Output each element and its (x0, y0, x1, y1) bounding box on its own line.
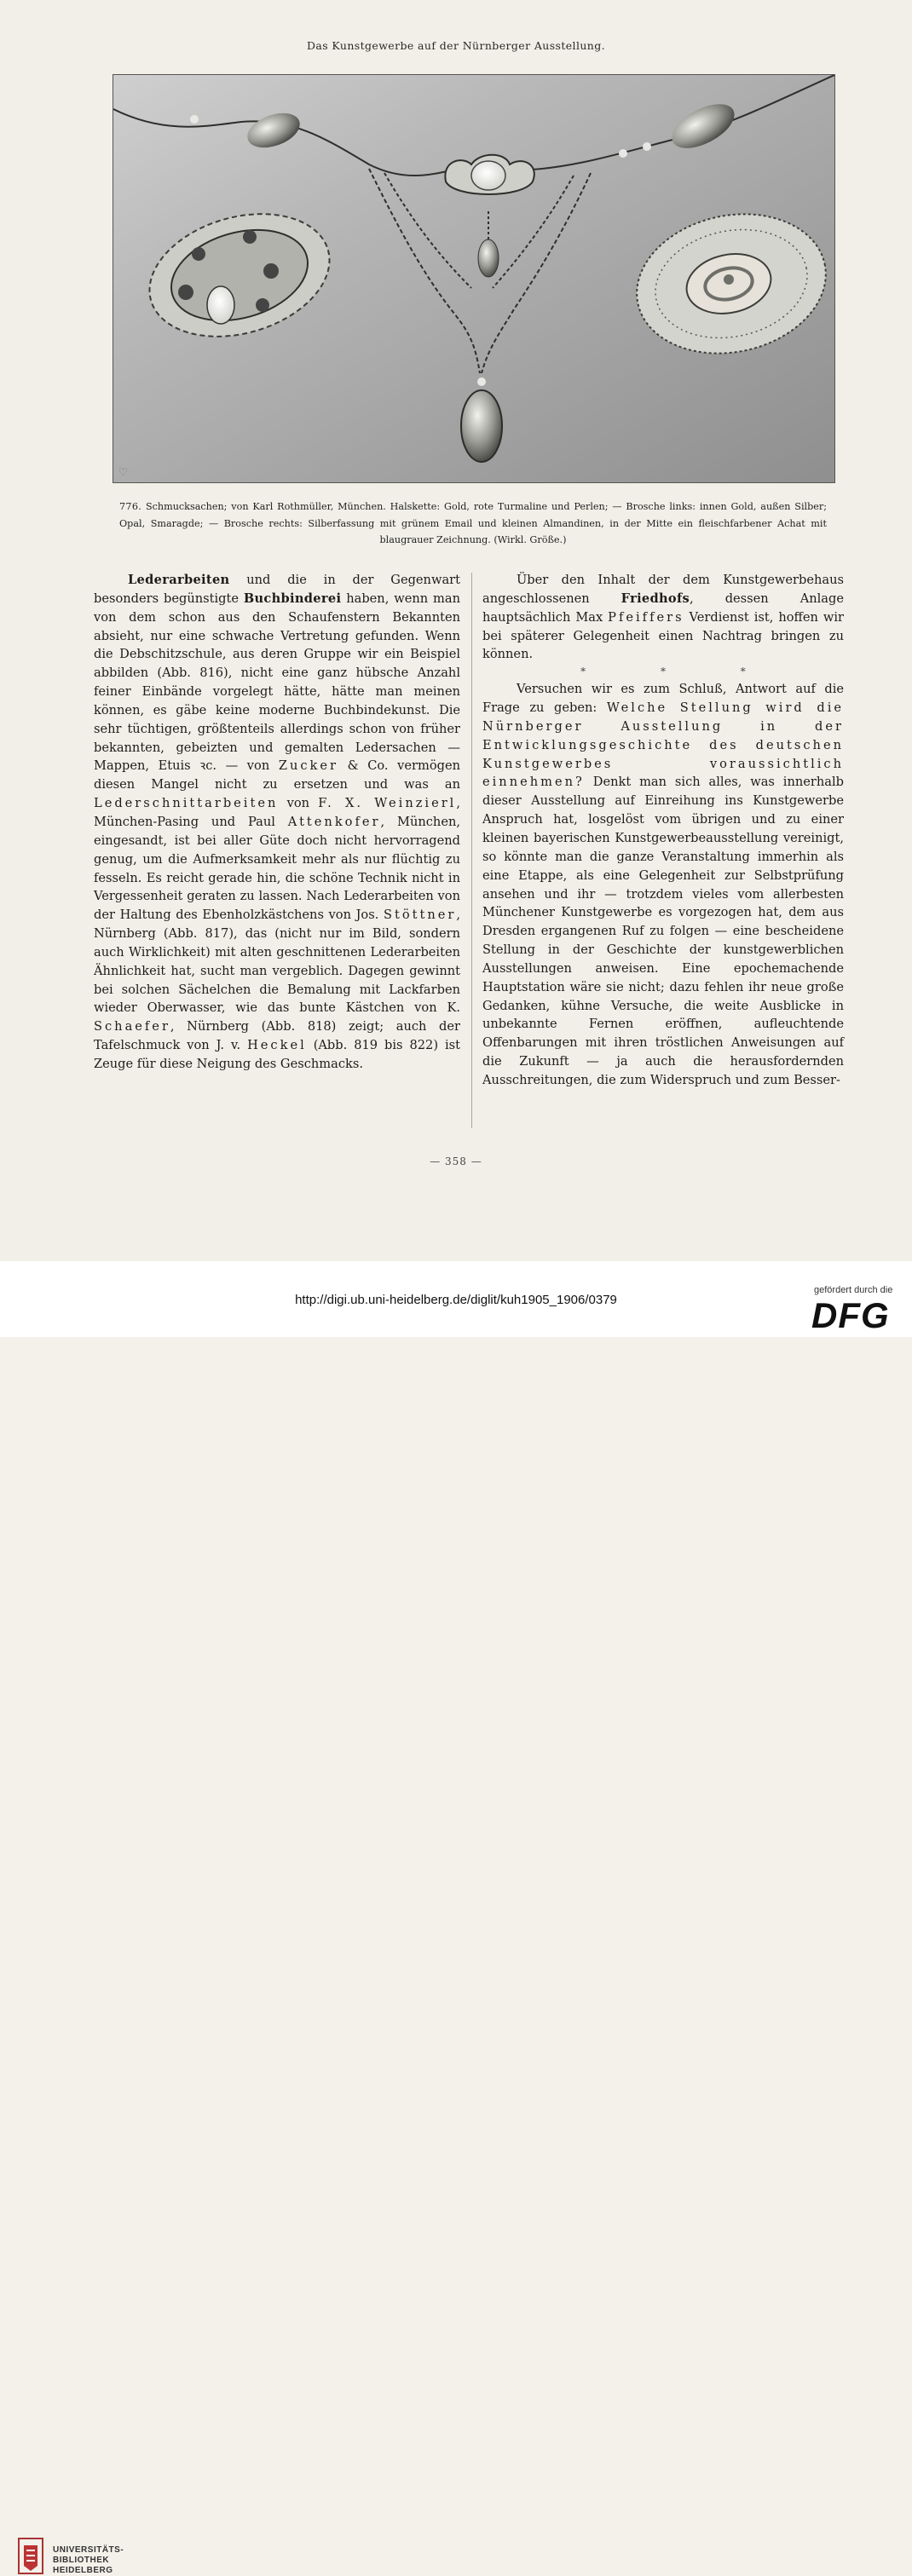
pearl (190, 115, 199, 124)
right-column (482, 571, 844, 1090)
library-name: UNIVERSITÄTS- BIBLIOTHEK HEIDELBERG (53, 2545, 124, 2575)
brooch-left (135, 194, 343, 356)
pearl (619, 149, 627, 158)
funding-note: gefördert durch die (814, 1285, 893, 1295)
left-column (94, 571, 460, 1074)
page-number: — 358 — (430, 1155, 482, 1167)
pendant-drop (461, 390, 502, 462)
jewelry-illustration (113, 75, 834, 482)
brooch-right (624, 197, 834, 370)
jewelry-photograph (113, 74, 835, 483)
tourmaline-bead-right (665, 95, 741, 158)
paragraph-friedhof: Über den Inhalt der dem Kunstgewerbehaus angeschlossenen Friedhofs, dessen Anlage hauptsächlich Max Pfeiffers Verdienst ist, hoffen wir bei späterer Gelegenheit einen Nachtrag bringen zu können. (482, 573, 844, 662)
university-seal-icon (17, 2537, 44, 2575)
tourmaline-bead-left (243, 107, 304, 154)
paragraph-conclusion: Versuchen wir es zum Schluß, Antwort auf die Frage zu geben: Welche Stellung wird die Nürnberger Ausstellung in der Entwicklungsgeschichte des deutschen Kunstgewerbes voraussichtlich einnehmen? Denkt man sich alles, was innerhalb dieser Ausstellung auf Einreihung ins Kunstgewerbe Anspruch hat, losgelöst vom übrigen und zu einer kleinen bayerischen Kunstgewerbeausstellung vereinigt, so könnte man die ganze Veranstaltung immerhin als eine Etappe, als eine Gelegenheit zur Selbstprüfung ansehen und ihr — trotzdem vieles vom allerbesten Münchener Kunstgewerbe es vorgezogen hat, dem aus Dresden ergangenen Ruf zu folgen — eine bescheidene Stellung in der Geschichte der kunstgewerblichen Ausstellungen anweisen. Eine epochemachende Hauptstation wäre sie nicht; dazu fehlen ihr neue große Gedanken, kühne Versuche, die weite Ausblicke in unbekannte Fernen eröffnen, aufleuchtende Offenbarungen mit ihren tröstlichen Anweisungen auf die Zukunft — ja auch die herausfordernden Ausschreitungen, die zum Widerspruch und zum Besser- (482, 682, 844, 1087)
section-break-asterisks: * * * (580, 666, 782, 678)
figure-caption-text: Schmucksachen; von Karl Rothmüller, München. Halskette: Gold, rote Turmaline und Perlen; — Brosche links: innen Gold, außen Silber; Opal, Smaragde; — Brosche rechts: Silberfassung mit grünem Email und kleinen Almandinen, in der Mitte ein fleischfarbener Achat mit blaugrauer Zeichnung. (Wirkl. Größe.) (119, 501, 828, 545)
running-title: Das Kunstgewerbe auf der Nürnberger Ausstellung. (306, 39, 606, 52)
paragraph-leather: Lederarbeiten und die in der Gegenwart besonders begünstigte Buchbinderei haben, wenn man von dem schon aus den Schaufenstern Bekannten absieht, nur eine schwache Vertretung gefunden. Wenn die Debschitzschule, aus deren Gruppe wir ein Beispiel abbilden (Abb. 816), nicht eine ganz hübsche Anzahl feiner Einbände vorgelegt hätte, hätte man meinen können, es gäbe keine moderne Buchbindekunst. Die sehr tüchtigen, größtenteils allerdings schon von früher bekannten, gebeizten und gemalten Ledersachen — Mappen, Etuis ꝛc. — von Zucker & Co. vermögen diesen Mangel nicht zu ersetzen und was an Lederschnittarbeiten von F. X. Weinzierl, München-Pasing und Paul Attenkofer, München, eingesandt, ist bei aller Güte doch nicht hervorragend genug, um die Aufmerksamkeit mehr als nur flüchtig zu fesseln. Es reicht gerade hin, die schöne Technik nicht in Vergessenheit geraten zu lassen. Nach Lederarbeiten von der Haltung des Ebenholzkästchens von Jos. Stöttner, Nürnberg (Abb. 817), das (nicht nur im Bild, sondern auch Wirklichkeit) mit alten geschnittenen Lederarbeiten Ähnlichkeit hat, sucht man vergeblich. Dagegen gewinnt bei solchen Sächelchen die Bemalung mit Lackfarben wieder Oberwasser, wie das bunte Kästchen von K. Schaefer, Nürnberg (Abb. 818) zeigt; auch der Tafelschmuck von J. v. Heckel (Abb. 819 bis 822) ist Zeuge für diese Neigung des Geschmacks. (94, 573, 460, 1071)
scanned-page (0, 0, 912, 1261)
pearl (643, 142, 651, 151)
figure-number: 776. (119, 501, 142, 512)
column-divider (471, 573, 472, 1128)
svg-text:♡: ♡ (118, 466, 128, 478)
heading-lederarbeiten: Lederarbeiten (128, 573, 230, 587)
figure-caption (119, 498, 827, 549)
necklace-centerpiece (445, 155, 534, 277)
dfg-logo: DFG (811, 1295, 890, 1335)
permalink-url[interactable]: http://digi.ub.uni-heidelberg.de/diglit/kuh1905_1906/0379 (295, 1293, 617, 1307)
